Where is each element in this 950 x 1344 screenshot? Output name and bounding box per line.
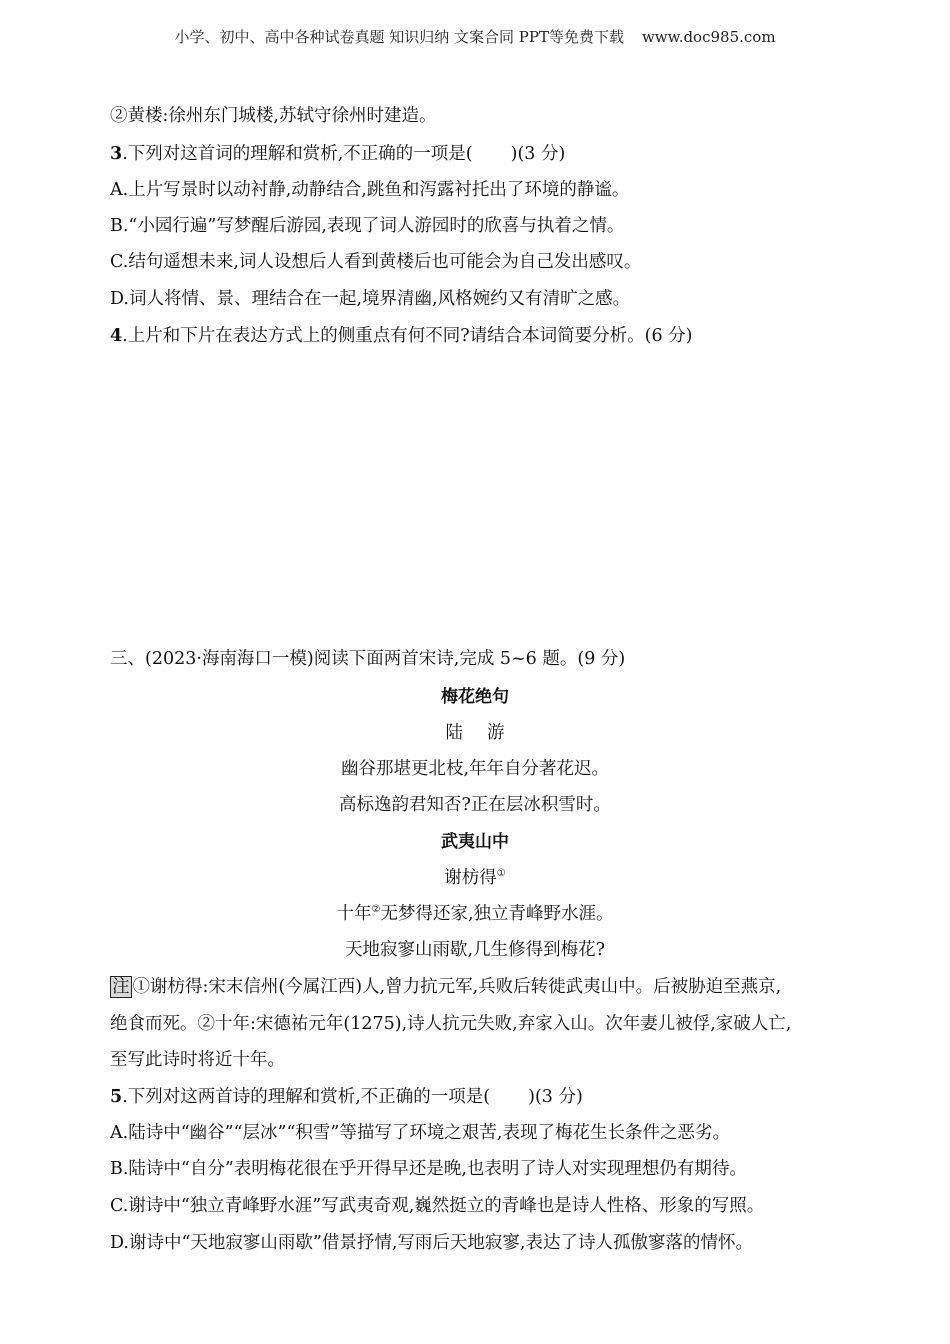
question-3-text: .下列对这首词的理解和赏析,不正确的一项是( (122, 144, 473, 164)
question-3-option-d: D.词人将情、景、理结合在一起,境界清幽,风格婉约又有清旷之感。 (110, 289, 631, 309)
poem-2-author (0, 866, 950, 890)
poem-1-author-given: 游 (487, 723, 505, 743)
poem-1-author-surname: 陆 (445, 723, 463, 743)
question-5-option-a: A.陆诗中“幽谷”“层冰”“积雪”等描写了环境之艰苦,表现了梅花生长条件之恶劣。 (110, 1123, 730, 1143)
poem-1-title: 梅花绝句 (441, 687, 509, 707)
poem-2-author-name: 谢枋得 (444, 868, 497, 888)
notes-line-3: 至写此诗时将近十年。 (110, 1050, 285, 1070)
question-3-option-c: C.结句遥想未来,词人设想后人看到黄楼后也可能会为自己发出感叹。 (110, 252, 642, 272)
question-5-option-c: C.谢诗中“独立青峰野水涯”写武夷奇观,巍然挺立的青峰也是诗人性格、形象的写照。 (110, 1196, 765, 1216)
poem-1-line-2: 高标逸韵君知否?正在层冰积雪时。 (339, 795, 611, 815)
question-3-option-b: B.“小园行遍”写梦醒后游园,表现了词人游园时的欣喜与执着之情。 (110, 216, 625, 236)
poem-2-line-1 (0, 902, 950, 926)
question-5-stem (110, 1085, 583, 1109)
answer-space[interactable] (110, 360, 840, 630)
question-4-number: 4 (110, 326, 123, 346)
notes-text-1: ①谢枋得:宋末信州(今属江西)人,曾力抗元军,兵败后转徙武夷山中。后被胁迫至燕京, (132, 977, 782, 997)
poem-2-line-1-part-a: 十年 (336, 904, 372, 924)
page-header (0, 26, 950, 48)
header-text: 小学、初中、高中各种试卷真题 知识归纳 文案合同 PPT等免费下载 (174, 28, 624, 46)
question-5-text: .下列对这两首诗的理解和赏析,不正确的一项是( (122, 1087, 491, 1107)
question-5-option-b: B.陆诗中“自分”表明梅花很在乎开得早还是晚,也表明了诗人对实现理想仍有期待。 (110, 1159, 747, 1179)
poem-1-author (0, 721, 950, 745)
section-3-heading: 三、(2023·海南海口一模)阅读下面两首宋诗,完成 5~6 题。(9 分) (110, 649, 626, 669)
notes-line-2: 绝食而死。②十年:宋德祐元年(1275),诗人抗元失败,弃家入山。次年妻儿被俘,家破人亡, (110, 1014, 792, 1034)
poem-2-title: 武夷山中 (441, 832, 509, 852)
question-3-stem (110, 142, 565, 166)
question-3-score: )(3 分) (510, 144, 566, 164)
poem-1-line-1: 幽谷那堪更北枝,年年自分著花迟。 (340, 759, 610, 779)
poem-2-line-1-part-b: 无梦得还家,独立青峰野水涯。 (380, 904, 614, 924)
question-5-number: 5 (110, 1087, 123, 1107)
footnote-mark-2: ② (371, 904, 381, 916)
question-3-number: 3 (110, 144, 123, 164)
footnote-mark-1: ① (496, 868, 506, 880)
question-4-stem (110, 324, 692, 348)
question-5-option-d: D.谢诗中“天地寂寥山雨歇”借景抒情,写雨后天地寂寥,表达了诗人孤傲寥落的情怀。 (110, 1233, 753, 1253)
header-site-link[interactable]: www.doc985.com (641, 28, 776, 46)
top-note: ②黄楼:徐州东门城楼,苏轼守徐州时建造。 (110, 106, 437, 126)
question-4-text: .上片和下片在表达方式上的侧重点有何不同?请结合本词简要分析。(6 分) (122, 326, 693, 346)
question-3-option-a: A.上片写景时以动衬静,动静结合,跳鱼和泻露衬托出了环境的静谧。 (110, 180, 630, 200)
note-label-badge: 注 (112, 977, 130, 997)
notes-line-1 (110, 975, 781, 999)
poem-2-line-2: 天地寂寥山雨歇,几生修得到梅花? (345, 940, 605, 960)
question-5-score: )(3 分) (528, 1087, 583, 1107)
